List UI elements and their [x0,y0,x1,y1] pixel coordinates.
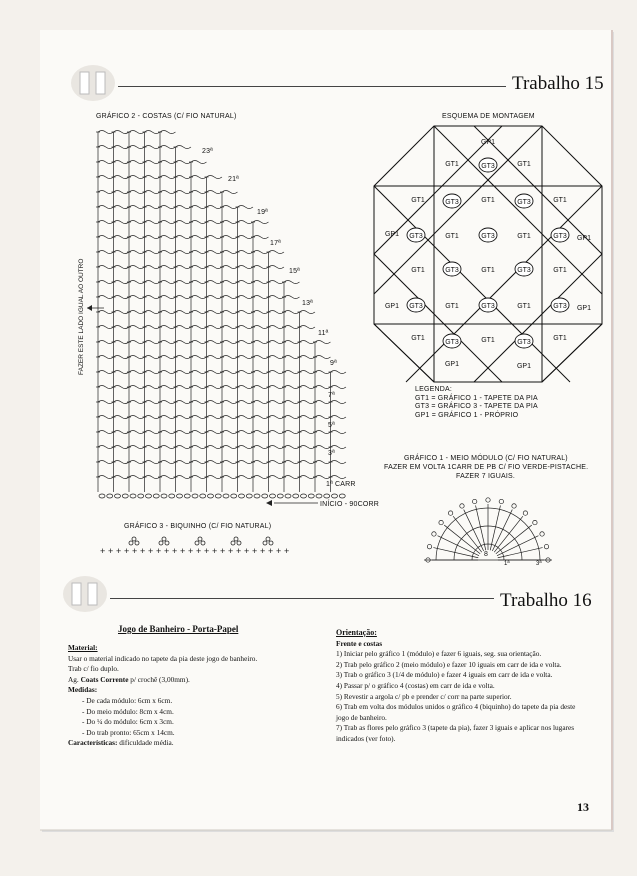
chart3-diagram [96,534,296,558]
legend-title: LEGENDA: [415,386,452,393]
chart2-start-label: INÍCIO - 90CORR [320,501,380,508]
scheme-cell-gt1: GT1 [481,197,495,204]
scheme-cell-gt1: GT1 [445,161,459,168]
header-rule [118,86,506,87]
scheme-cell-gt1: GT1 [517,233,531,240]
step-item: 5) Revestir a argola c/ pb e prender c/ corr na parte superior. [336,691,512,701]
chart1-label: GRÁFICO 1 - MEIO MÓDULO (C/ FIO NATURAL) [404,455,568,462]
material-heading: Material: [68,643,98,652]
scheme-cell-gp1: GP1 [384,231,400,238]
scheme-cell-gp1: GP1 [480,139,496,146]
svg-text:+: + [244,546,250,556]
scheme-cell-gt1: GT1 [445,303,459,310]
svg-text:+: + [108,546,114,556]
svg-text:+: + [236,546,242,556]
scheme-cell-gp1: GP1 [444,361,460,368]
svg-text:+: + [140,546,146,556]
svg-text:+: + [268,546,274,556]
scheme-cell-gt3: GT3 [409,303,423,310]
scheme-cell-gt1: GT1 [553,267,567,274]
svg-text:+: + [156,546,162,556]
header-rule [110,598,494,599]
scheme-cell-gt3: GT3 [517,267,531,274]
svg-text:+: + [276,546,282,556]
svg-text:+: + [212,546,218,556]
scheme-cell-gt1: GT1 [553,197,567,204]
scheme-cell-gt3: GT3 [481,303,495,310]
step-item: 3) Trab o gráfico 3 (1/4 de módulo) e fazer 4 iguais em carr de ida e volta. [336,670,553,680]
scheme-cell-gt3: GT3 [553,233,567,240]
scheme-cell-gt1: GT1 [445,233,459,240]
chart2-row-label: 9ª [330,360,337,367]
assembly-scheme-diagram [372,124,604,384]
scheme-cell-gp1: GP1 [384,303,400,310]
measure-item: - De cada módulo: 6cm x 6cm. [82,695,173,705]
step-item: 7) Trab as flores pelo gráfico 3 (tapete da pia), fazer 3 iguais e aplicar nos lugares indicados (ver foto). [336,723,575,743]
chart2-side-note: FAZER ESTE LADO IGUAL AO OUTRO [78,258,85,375]
svg-text:+: + [260,546,266,556]
step-item: 4) Passar p/ o gráfico 4 (costas) em carr de ida e volta. [336,680,495,690]
scheme-cell-gt3: GT3 [553,303,567,310]
svg-text:+: + [180,546,186,556]
chart1-count: FAZER 7 IGUAIS. [456,473,516,480]
scheme-cell-gt1: GT1 [553,335,567,342]
chart1-mark-center: 8 [484,551,488,558]
svg-text:+: + [196,546,202,556]
step-item: 1) Iniciar pelo gráfico 1 (módulo) e fazer 6 iguais, seg. sua orientação. [336,649,542,659]
scheme-cell-gt1: GT1 [411,197,425,204]
svg-text:+: + [204,546,210,556]
page-number: 13 [577,800,589,814]
scheme-cell-gt3: GT3 [445,199,459,206]
chart1-mark-1: 1ª [504,561,510,567]
scheme-cell-gt3: GT3 [445,339,459,346]
scheme-cell-gt1: GT1 [411,335,425,342]
chart3-label: GRÁFICO 3 - BIQUINHO (C/ FIO NATURAL) [124,523,272,530]
scheme-cell-gt1: GT1 [517,161,531,168]
chart2-row-label: 13ª [302,300,313,307]
chart2-row-label: 17ª [270,240,281,247]
svg-text:+: + [132,546,138,556]
material-line: Trab c/ fio duplo. [68,664,119,674]
legend-item: GT1 = GRÁFICO 1 - TAPETE DA PIA [415,394,538,402]
needle-line: Ag. Coats Corrente p/ crochê (3,00mm). [68,674,190,684]
svg-text:+: + [124,546,130,556]
scheme-cell-gt3: GT3 [409,233,423,240]
chart2-row-label: 1ª CARR [326,481,356,488]
svg-text:+: + [116,546,122,556]
article-left-column [68,643,330,749]
chart2-row-label: 21ª [228,176,239,183]
svg-text:+: + [252,546,258,556]
svg-text:+: + [284,546,290,556]
scheme-cell-gp1: GP1 [576,235,592,242]
chart2-row-label: 7ª [328,392,335,399]
scheme-cell-gt1: GT1 [517,303,531,310]
scheme-cell-gt3: GT3 [445,267,459,274]
characteristics-line: Características: dificuldade média. [68,738,174,748]
svg-text:+: + [188,546,194,556]
step-item: 6) Trab em volta dos módulos unidos o gráfico 4 (biquinho) do tapete da pia deste jogo de banheiro. [336,702,576,722]
scheme-cell-gp1: GP1 [516,363,532,370]
measure-item: - Do trab pronto: 65cm x 14cm. [82,727,175,737]
svg-text:+: + [100,546,106,556]
svg-text:+: + [164,546,170,556]
svg-text:+: + [148,546,154,556]
scheme-cell-gt1: GT1 [481,337,495,344]
scheme-cell-gp1: GP1 [576,305,592,312]
svg-text:+: + [220,546,226,556]
chart1-mark-3: 3ª [536,561,542,567]
page-title-15: Trabalho 15 [512,73,604,94]
chart1-note: FAZER EM VOLTA 1CARR DE PB C/ FIO VERDE-PISTACHE. [384,464,589,471]
article-title: Jogo de Banheiro - Porta-Papel [118,624,239,634]
scheme-cell-gt3: GT3 [481,233,495,240]
chart2-row-label: 5ª [328,422,335,429]
step-item: 2) Trab pelo gráfico 2 (meio módulo) e fazer 10 iguais em carr de ida e volta. [336,659,562,669]
chart2-row-label: 3ª [328,450,335,457]
scheme-cell-gt3: GT3 [517,199,531,206]
scheme-label: ESQUEMA DE MONTAGEM [442,113,535,120]
decorative-tab-icon [70,64,116,102]
legend-item: GP1 = GRÁFICO 1 - PRÓPRIO [415,411,519,419]
orientation-heading: Orientação: [336,628,377,637]
scheme-cell-gt3: GT3 [517,339,531,346]
article-right-column [336,628,586,745]
chart1-fan-diagram [418,482,558,572]
page-title-16: Trabalho 16 [500,590,592,611]
legend-item: GT3 = GRÁFICO 3 - TAPETE DA PIA [415,403,538,410]
chart2-row-label: 19ª [257,209,268,216]
svg-text:+: + [172,546,178,556]
scheme-cell-gt3: GT3 [481,163,495,170]
measures-heading: Medidas: [68,685,98,695]
scheme-legend [415,386,538,420]
chart2-label: GRÁFICO 2 - COSTAS (C/ FIO NATURAL) [96,113,237,120]
chart2-row-label: 23ª [202,148,213,155]
scheme-cell-gt1: GT1 [411,267,425,274]
measure-item: - Do ¼ do módulo: 6cm x 3cm. [82,717,174,727]
svg-text:+: + [228,546,234,556]
decorative-tab-icon [62,575,108,613]
material-line: Usar o material indicado no tapete da pia deste jogo de banheiro. [68,653,258,663]
chart2-row-label: 15ª [289,268,300,275]
measure-item: - Do meio módulo: 8cm x 4cm. [82,706,174,716]
front-back-heading: Frente e costas [336,638,383,648]
scheme-cell-gt1: GT1 [481,267,495,274]
chart2-row-label: 11ª [318,330,329,337]
